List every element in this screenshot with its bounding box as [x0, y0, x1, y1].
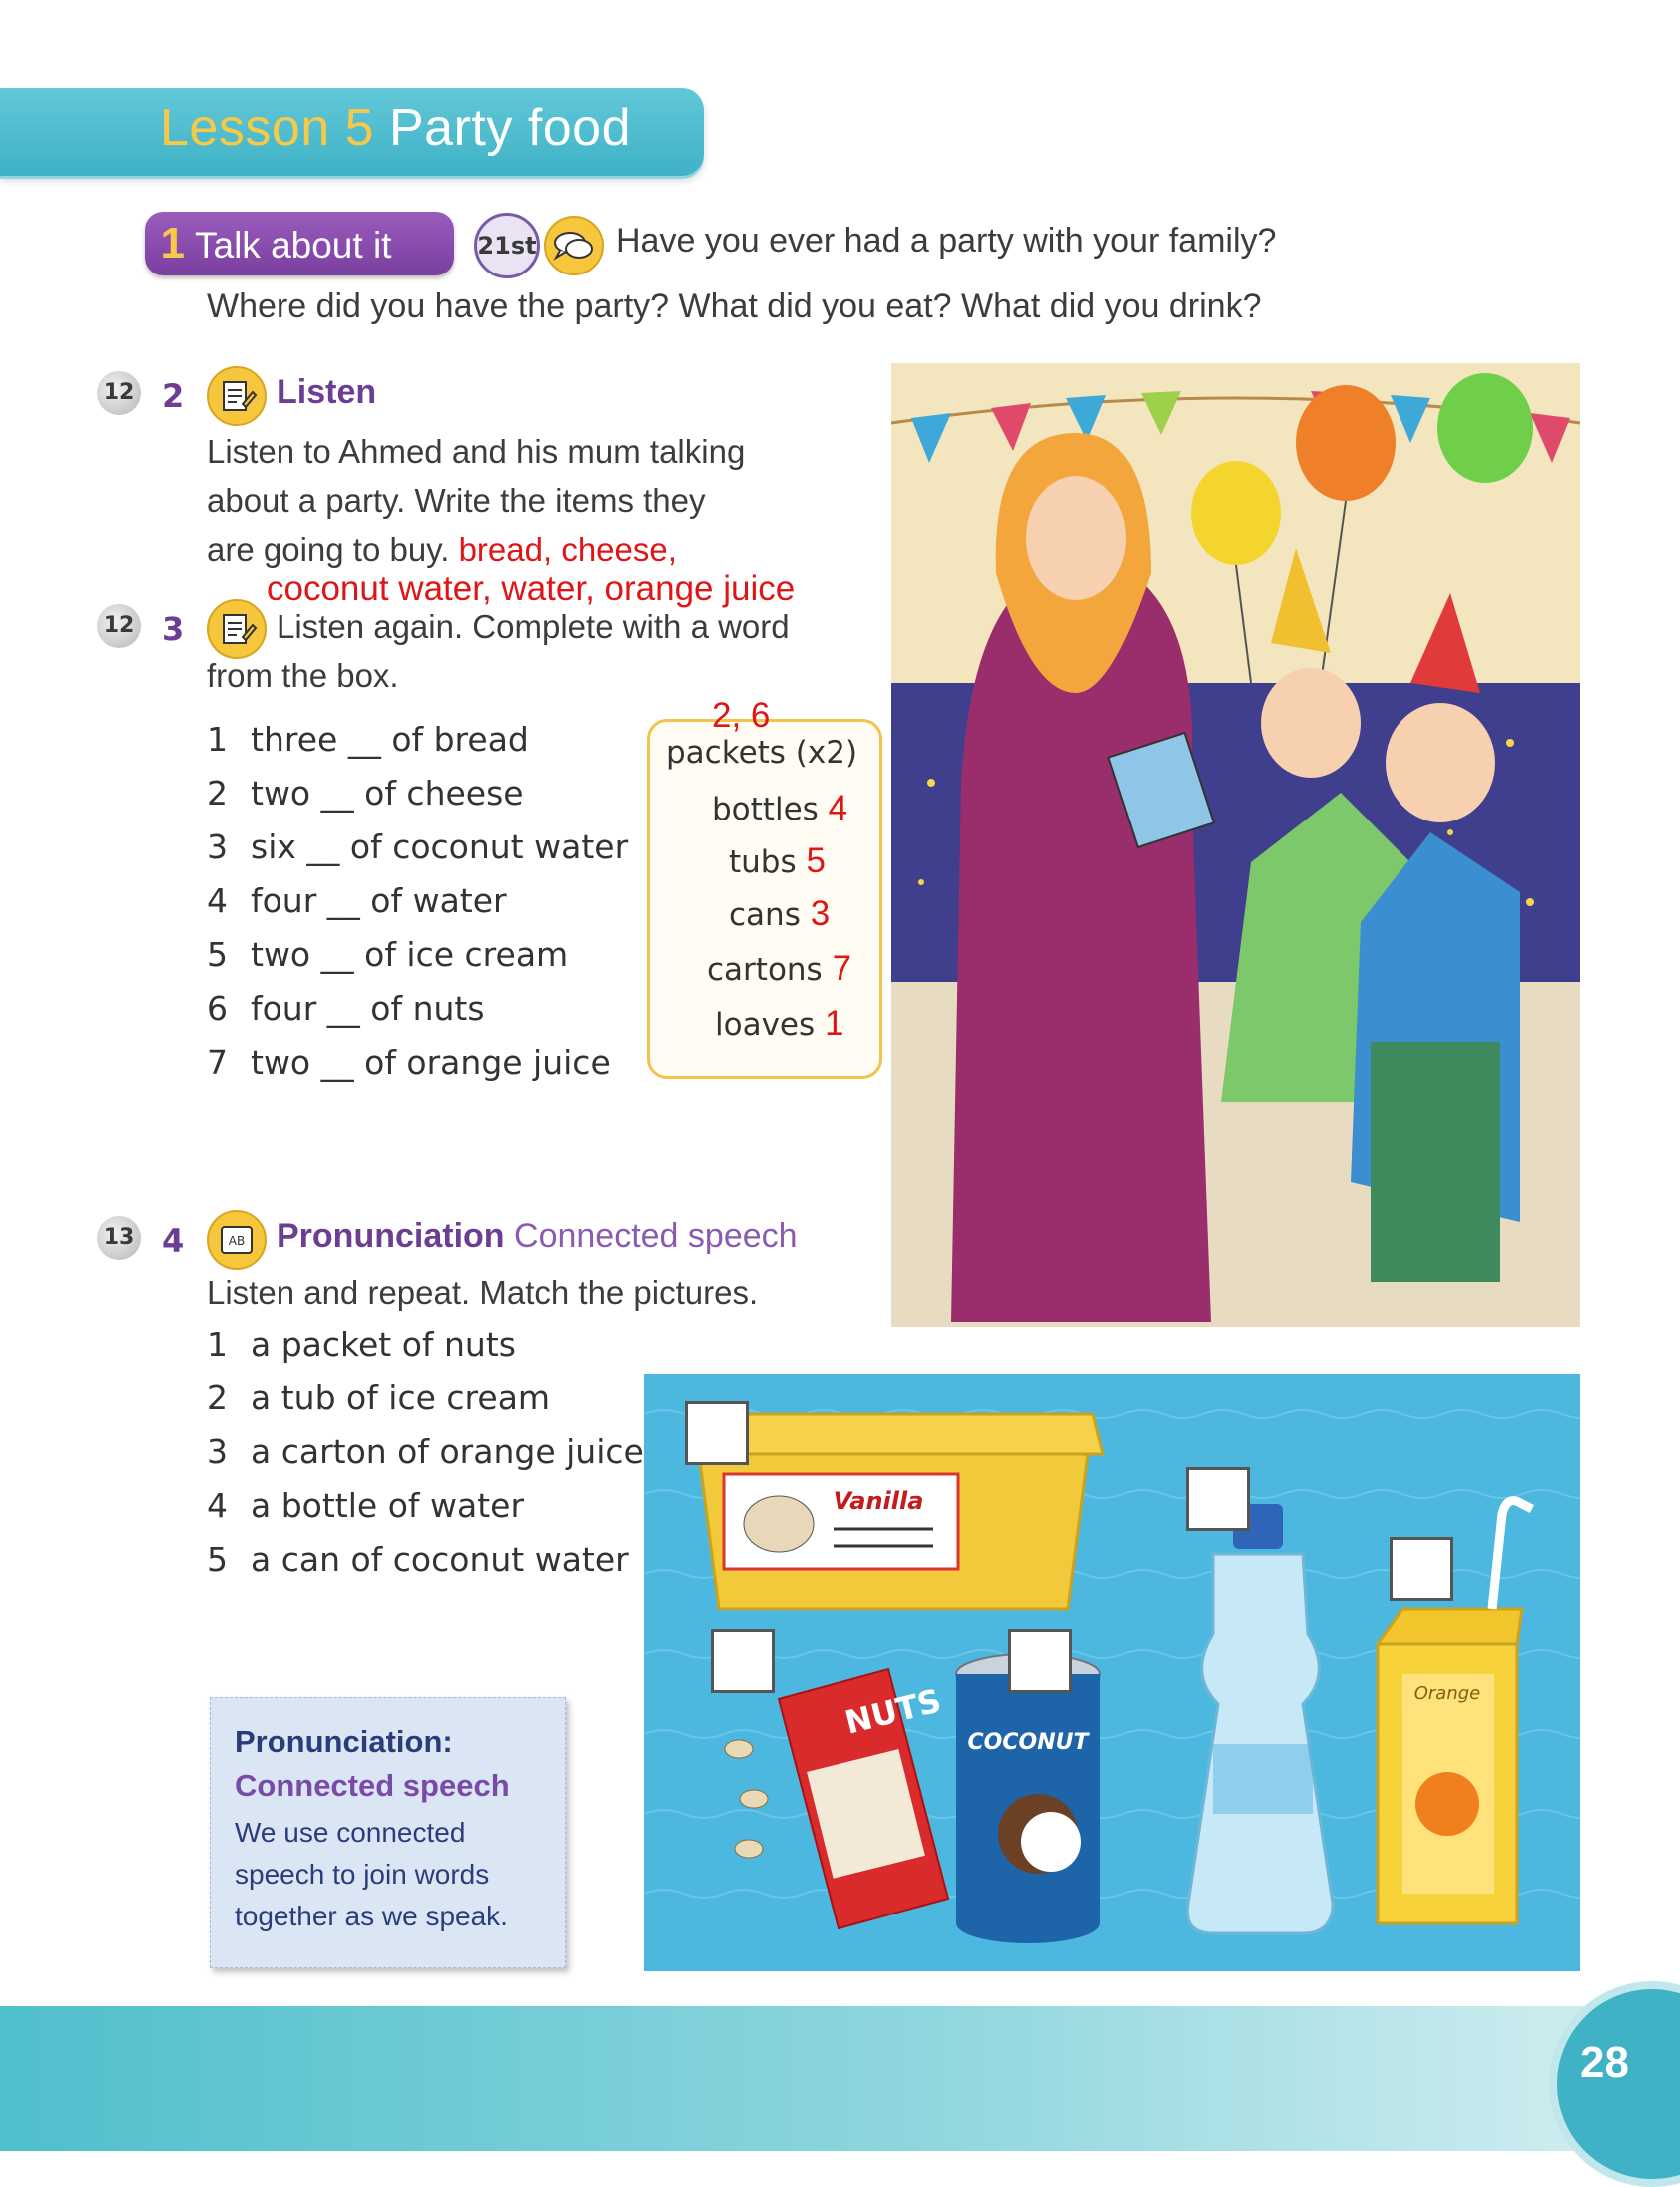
coconut-can-picture	[956, 1654, 1100, 1943]
answer-box-water[interactable]	[1186, 1467, 1250, 1531]
ice-cream-tub-picture	[689, 1414, 1103, 1609]
lesson-label: Lesson 5	[160, 99, 375, 157]
list-item: 7 two __ of orange juice	[207, 1043, 611, 1082]
listen-icon	[207, 366, 267, 426]
word-box-item: packets (x2)	[666, 735, 858, 771]
answer-box-ice-cream[interactable]	[685, 1401, 749, 1465]
party-illustration	[891, 363, 1580, 1327]
fill-in-list	[207, 713, 646, 1090]
section-3-instruction: from the box.	[207, 657, 399, 694]
audio-track-badge[interactable]: 12	[97, 604, 141, 648]
section-2-line: about a party. Write the items they	[207, 482, 706, 519]
section-2-line	[207, 525, 845, 574]
pronunciation-note	[210, 1697, 566, 1968]
talk-about-it-heading	[145, 212, 454, 275]
section-3-number: 3	[162, 610, 185, 648]
blank[interactable]: __	[320, 774, 354, 813]
blank[interactable]: __	[326, 989, 360, 1028]
handwritten-answer: 4	[828, 789, 848, 827]
list-item: 5 a can of coconut water	[207, 1540, 629, 1579]
activity-book-icon-label: AB	[228, 1234, 246, 1248]
list-item: 4 four __ of water	[207, 881, 507, 920]
answer-box-orange-juice[interactable]	[1390, 1537, 1453, 1601]
section-2-instructions	[207, 427, 845, 574]
blank[interactable]: __	[306, 827, 340, 866]
section-1-question-1: Have you ever had a party with your family?	[616, 222, 1277, 260]
list-item: 3 a carton of orange juice	[207, 1432, 644, 1471]
word-box-item: tubs 5	[729, 841, 826, 880]
handwritten-answer: bread, cheese,	[458, 531, 677, 568]
section-1-number: 1	[160, 219, 185, 268]
blank[interactable]: __	[347, 720, 381, 759]
section-2-line: Listen to Ahmed and his mum talking	[207, 433, 746, 470]
handwritten-answer: 5	[806, 841, 826, 880]
activity-book-icon	[207, 1210, 267, 1270]
word-box-item: cans 3	[729, 894, 831, 933]
section-4-number: 4	[162, 1222, 185, 1260]
list-item: 1 three __ of bread	[207, 720, 529, 759]
note-title: Pronunciation:	[235, 1724, 453, 1759]
list-item: 2 a tub of ice cream	[207, 1378, 551, 1417]
handwritten-answer: 1	[825, 1004, 844, 1043]
speech-bubbles-icon	[544, 216, 604, 275]
blank[interactable]: __	[320, 935, 354, 974]
21st-century-badge: 21st	[474, 213, 540, 278]
handwritten-answer: 7	[832, 949, 852, 988]
section-4-instruction: Listen and repeat. Match the pictures.	[207, 1274, 759, 1311]
lesson-name: Party food	[389, 99, 632, 157]
handwritten-answer: coconut water, water, orange juice	[267, 569, 796, 608]
note-subtitle: Connected speech	[235, 1768, 510, 1803]
list-item: 3 six __ of coconut water	[207, 827, 629, 866]
answer-box-coconut-water[interactable]	[1008, 1629, 1072, 1693]
packet-label: NUTS	[840, 1681, 945, 1742]
audio-track-badge[interactable]: 13	[97, 1216, 141, 1260]
section-3-instruction: Listen again. Complete with a word	[277, 608, 790, 645]
section-1-question-2: Where did you have the party? What did you eat? What did you drink?	[207, 287, 1262, 325]
section-2-line: are going to buy.	[207, 531, 450, 568]
word-box-item: loaves 1	[715, 1004, 844, 1043]
list-item: 5 two __ of ice cream	[207, 935, 569, 974]
carton-label: Orange	[1413, 1683, 1481, 1704]
blank[interactable]: __	[320, 1043, 354, 1082]
can-label: COCONUT	[967, 1730, 1089, 1755]
list-item: 4 a bottle of water	[207, 1486, 525, 1525]
phrase-list	[207, 1318, 646, 1587]
list-item: 2 two __ of cheese	[207, 774, 524, 813]
list-item: 6 four __ of nuts	[207, 989, 485, 1028]
tub-label: Vanilla	[833, 1487, 924, 1515]
audio-track-badge[interactable]: 12	[97, 371, 141, 415]
answer-box-nuts[interactable]	[711, 1629, 775, 1693]
listen-icon	[207, 599, 267, 659]
section-4-title: Pronunciation Connected speech	[277, 1217, 798, 1255]
lesson-title	[160, 98, 631, 158]
footer-band	[0, 2006, 1680, 2151]
list-item: 1 a packet of nuts	[207, 1325, 516, 1364]
food-items-illustration	[644, 1374, 1580, 1971]
word-box-item: cartons 7	[707, 949, 852, 988]
section-1-title: Talk about it	[195, 225, 392, 266]
word-box-item: bottles 4	[712, 789, 848, 827]
note-body: We use connected speech to join words together as we speak.	[235, 1817, 508, 1931]
page-number: 28	[1580, 2038, 1629, 2087]
section-2-title: Listen	[277, 373, 377, 411]
section-2-number: 2	[162, 377, 185, 415]
blank[interactable]: __	[326, 881, 360, 920]
handwritten-answer: 2, 6	[712, 696, 771, 735]
handwritten-answer: 3	[810, 894, 831, 933]
